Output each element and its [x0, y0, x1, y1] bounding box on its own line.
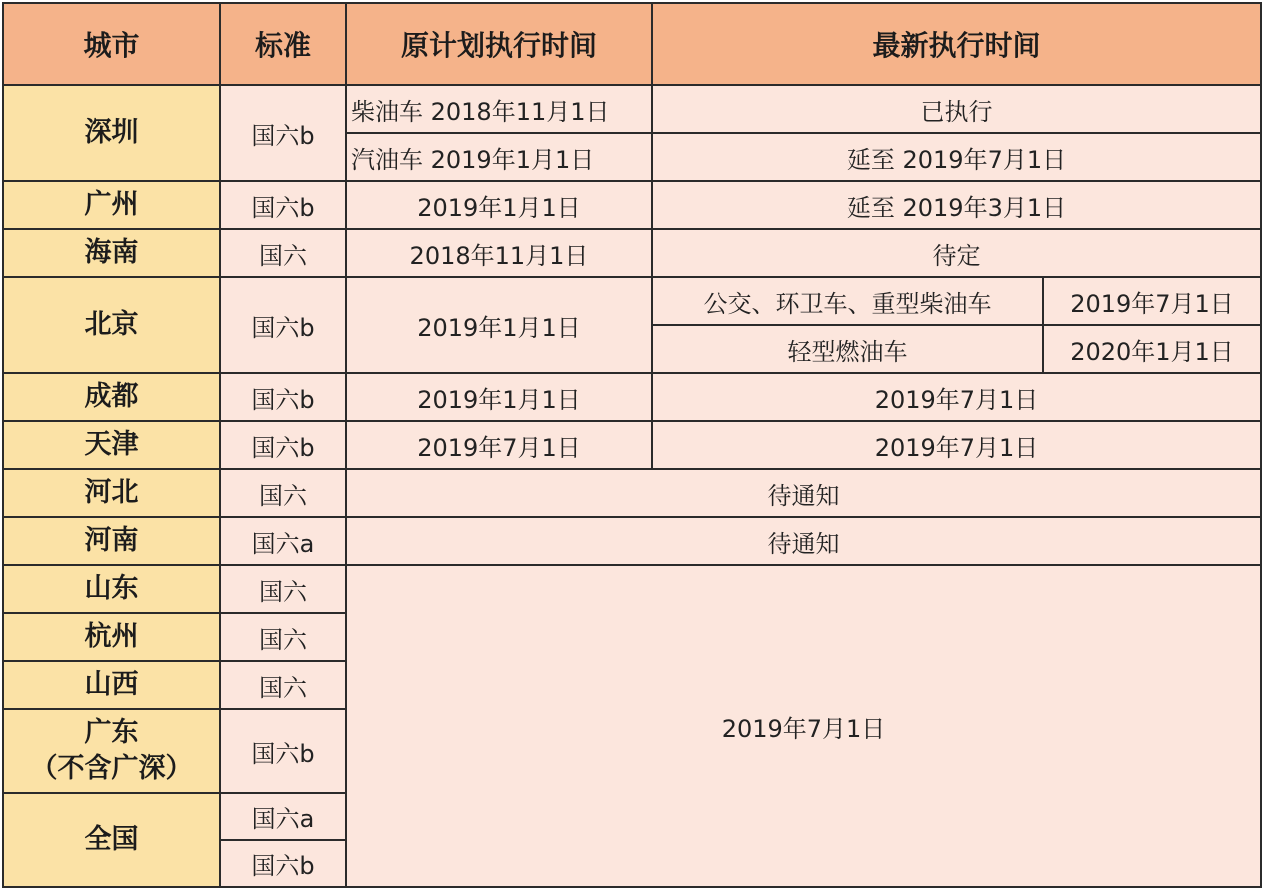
- city-cell: 山西: [3, 661, 220, 709]
- table-row: [3, 181, 1261, 229]
- latest-cell: 已执行: [652, 85, 1261, 133]
- standard-cell: 国六b: [220, 373, 346, 421]
- table-row: [3, 373, 1261, 421]
- standard-cell: 国六: [220, 469, 346, 517]
- standard-cell: 国六b: [220, 840, 346, 887]
- table-row: [3, 421, 1261, 469]
- city-cell: 山东: [3, 565, 220, 613]
- table-row: [3, 469, 1261, 517]
- plan-cell: 2019年1月1日: [346, 181, 652, 229]
- plan-cell: 2019年1月1日: [346, 373, 652, 421]
- merged-status-cell: 待通知: [346, 517, 1261, 565]
- city-cell: 河北: [3, 469, 220, 517]
- table-row: [3, 517, 1261, 565]
- header-latest: 最新执行时间: [652, 3, 1261, 85]
- latest-cell: 2019年7月1日: [652, 421, 1261, 469]
- city-cell: 广州: [3, 181, 220, 229]
- header-row: [3, 3, 1261, 85]
- merged-status-cell: 待通知: [346, 469, 1261, 517]
- latest-date-cell: 2020年1月1日: [1043, 325, 1261, 373]
- plan-cell: 2019年1月1日: [346, 277, 652, 373]
- standard-cell: 国六b: [220, 421, 346, 469]
- city-cell: 杭州: [3, 613, 220, 661]
- plan-cell: 柴油车 2018年11月1日: [346, 85, 652, 133]
- vehicle-type-cell: 轻型燃油车: [652, 325, 1043, 373]
- city-cell: 河南: [3, 517, 220, 565]
- city-cell: 深圳: [3, 85, 220, 181]
- table-row: [3, 565, 1261, 613]
- latest-cell: 延至 2019年3月1日: [652, 181, 1261, 229]
- plan-cell: 2018年11月1日: [346, 229, 652, 277]
- latest-cell: 2019年7月1日: [652, 373, 1261, 421]
- standard-cell: 国六b: [220, 277, 346, 373]
- city-cell: 成都: [3, 373, 220, 421]
- latest-cell: 待定: [652, 229, 1261, 277]
- city-cell: 北京: [3, 277, 220, 373]
- plan-cell: 汽油车 2019年1月1日: [346, 133, 652, 181]
- table-row: [3, 277, 1261, 325]
- city-note-line: （不含广深）: [30, 753, 193, 784]
- header-city: 城市: [3, 3, 220, 85]
- latest-date-cell: 2019年7月1日: [1043, 277, 1261, 325]
- standard-cell: 国六: [220, 229, 346, 277]
- standard-cell: 国六b: [220, 709, 346, 793]
- vehicle-type-cell: 公交、环卫车、重型柴油车: [652, 277, 1043, 325]
- standard-cell: 国六b: [220, 85, 346, 181]
- city-cell: 天津: [3, 421, 220, 469]
- standard-cell: 国六: [220, 661, 346, 709]
- standard-cell: 国六: [220, 613, 346, 661]
- city-cell: [3, 709, 220, 793]
- latest-cell: 延至 2019年7月1日: [652, 133, 1261, 181]
- plan-cell: 2019年7月1日: [346, 421, 652, 469]
- header-original-plan: 原计划执行时间: [346, 3, 652, 85]
- standard-cell: 国六b: [220, 181, 346, 229]
- emission-standard-table: [2, 2, 1262, 888]
- standard-cell: 国六a: [220, 793, 346, 840]
- table-row: [3, 85, 1261, 133]
- city-cell: 海南: [3, 229, 220, 277]
- table-row: [3, 229, 1261, 277]
- city-name-line: 广东: [84, 716, 139, 748]
- header-standard: 标准: [220, 3, 346, 85]
- shared-date-cell: 2019年7月1日: [346, 565, 1261, 887]
- city-cell: 全国: [3, 793, 220, 887]
- standard-cell: 国六: [220, 565, 346, 613]
- standard-cell: 国六a: [220, 517, 346, 565]
